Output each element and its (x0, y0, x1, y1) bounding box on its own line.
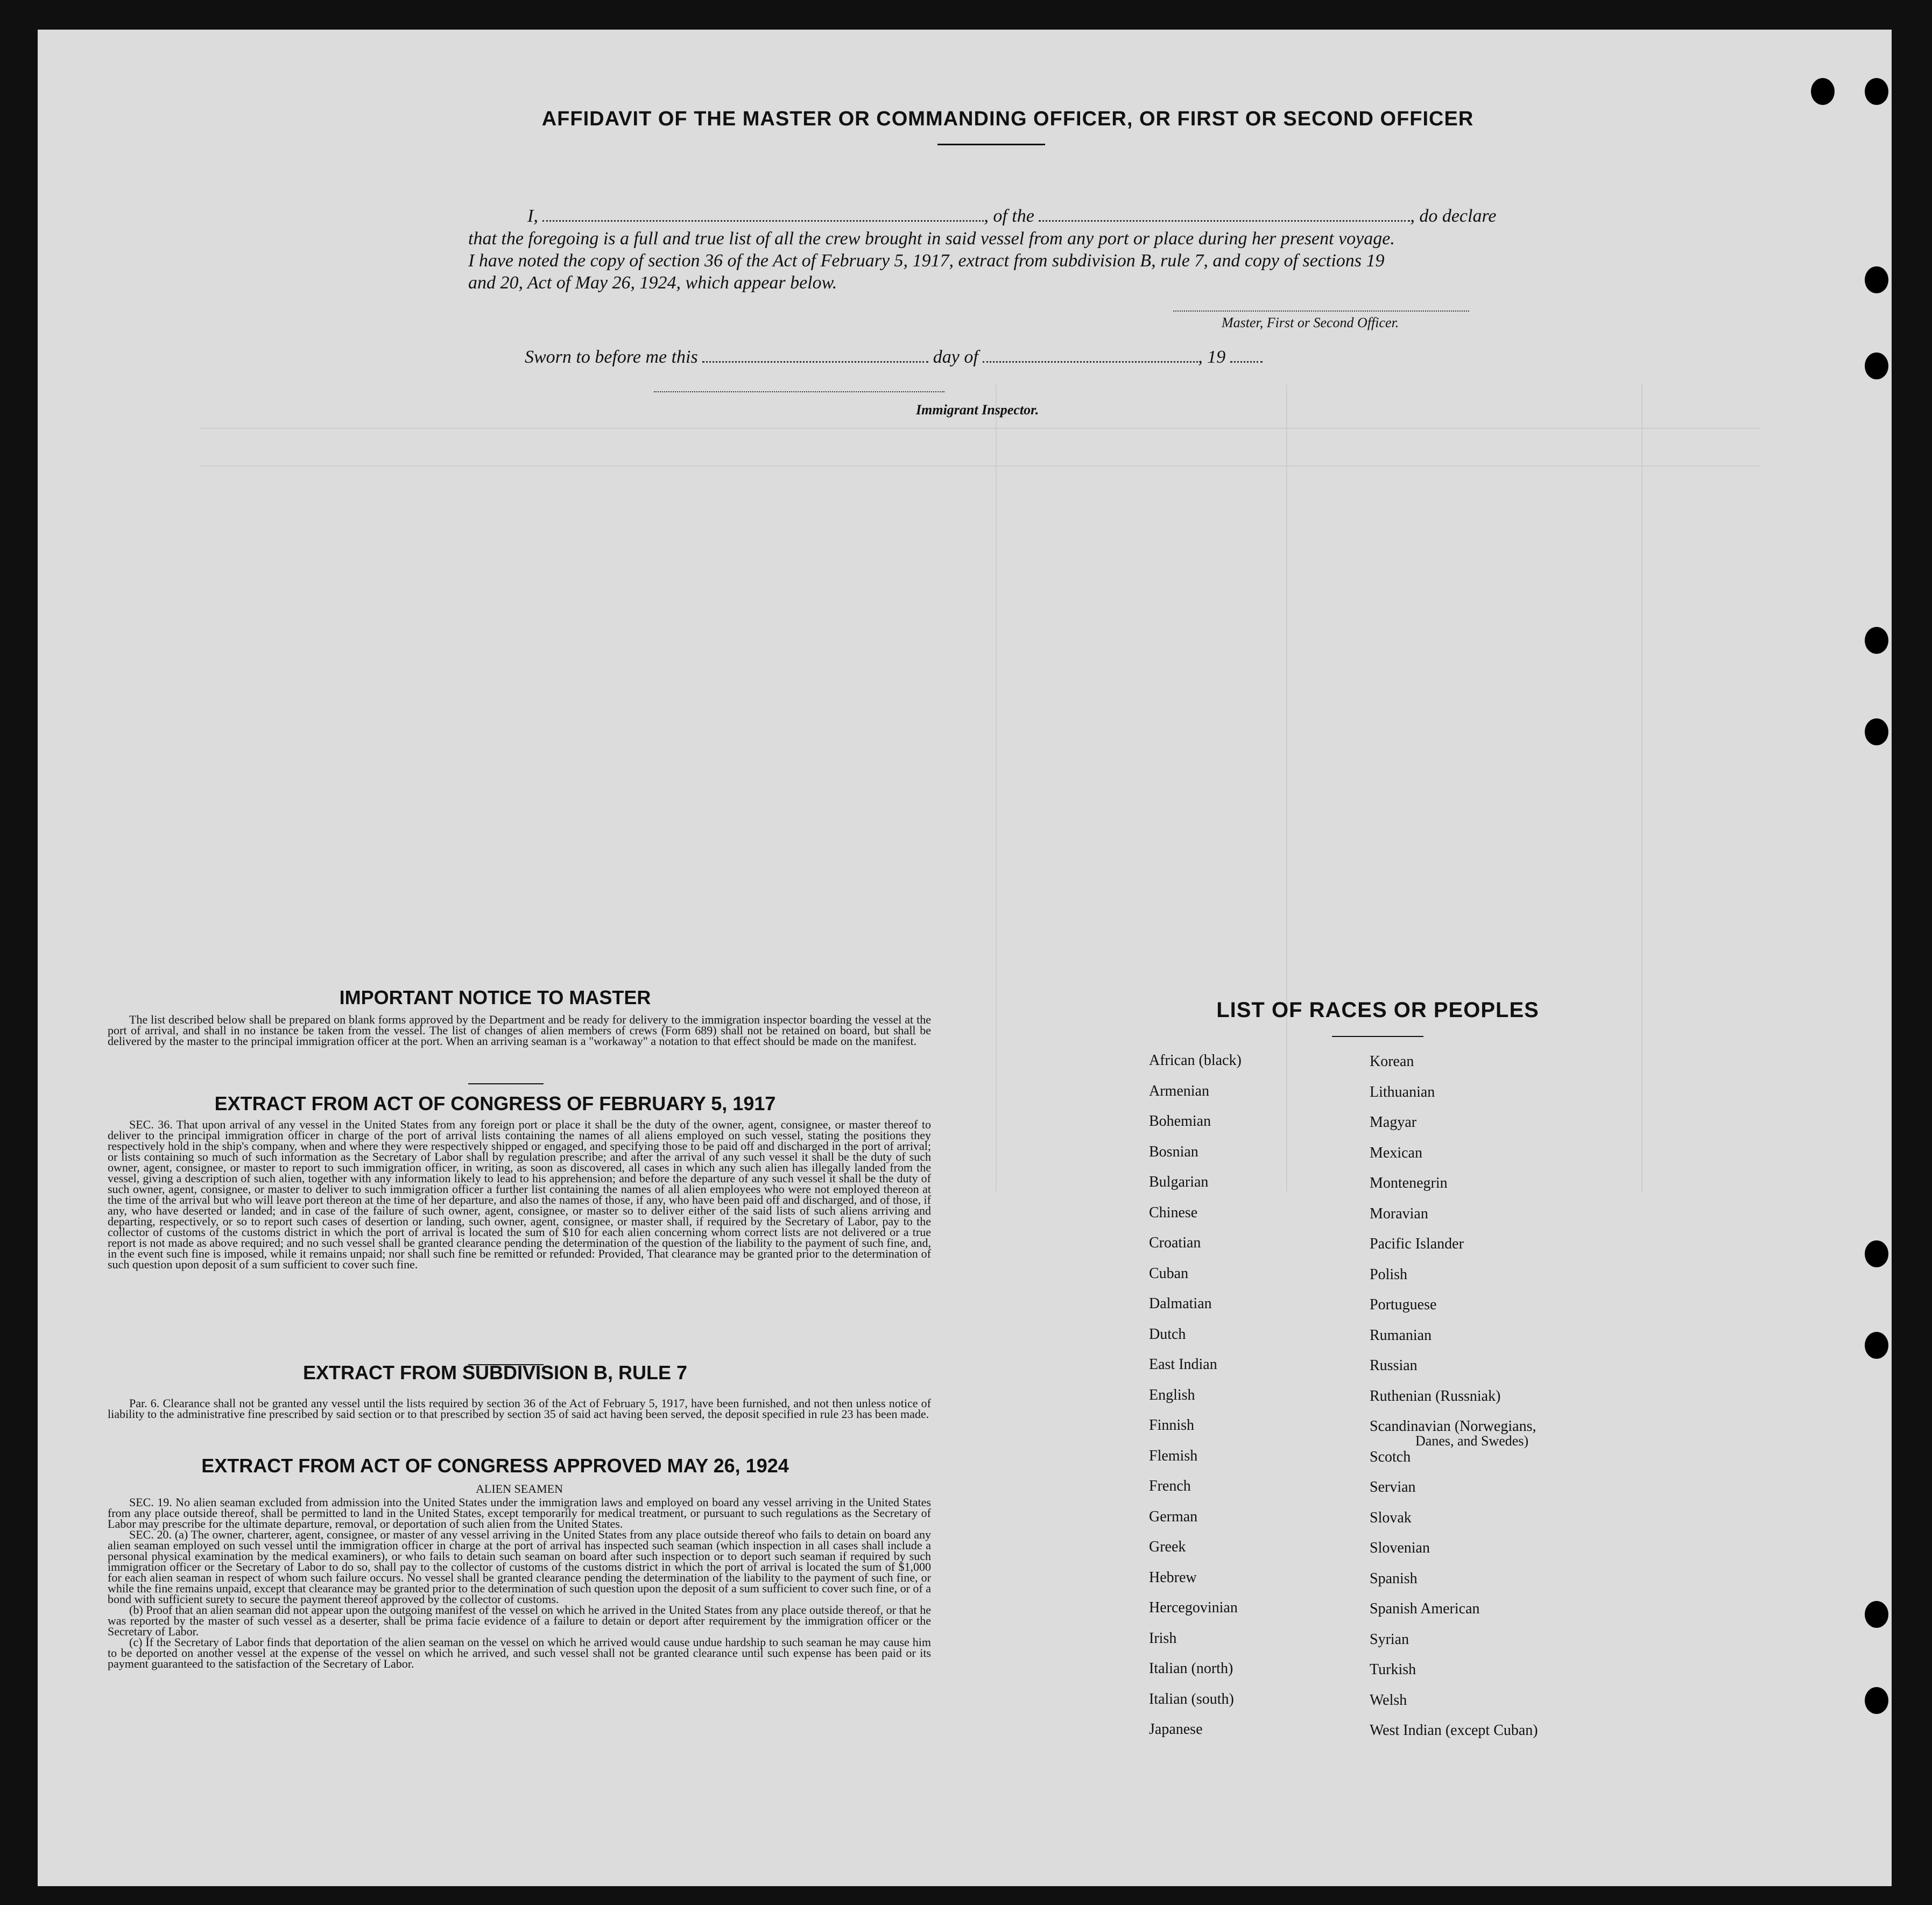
extract-1924-subtitle: ALIEN SEAMEN (476, 1482, 563, 1495)
affidavit-body-line: and 20, Act of May 26, 1924, which appear below. (468, 273, 837, 293)
race-item: Portuguese (1370, 1296, 1437, 1313)
affidavit-body-line: I have noted the copy of section 36 of the Act of February 5, 1917, extract from subdivision B, rule 7, and copy of sections 19 (468, 251, 1385, 271)
race-item: Italian (south) (1149, 1690, 1234, 1708)
race-item: Korean (1370, 1053, 1414, 1070)
race-item: German (1149, 1508, 1198, 1525)
punch-hole-icon (1865, 1332, 1888, 1359)
race-item: Italian (north) (1149, 1660, 1233, 1677)
race-item: Flemish (1149, 1447, 1198, 1464)
race-item: Ruthenian (Russniak) (1370, 1387, 1501, 1405)
sworn-line (525, 347, 1263, 368)
race-item: Dalmatian (1149, 1295, 1212, 1312)
race-item: English (1149, 1386, 1195, 1403)
race-item: Hercegovinian (1149, 1599, 1238, 1616)
sworn-text: Sworn to before me this (525, 347, 698, 367)
race-item: Slovenian (1370, 1540, 1430, 1556)
race-item: Syrian (1370, 1631, 1409, 1648)
race-item-continuation: Danes, and Swedes) (1415, 1433, 1529, 1449)
month-blank (983, 361, 1198, 363)
document-page (38, 30, 1892, 1886)
race-item: East Indian (1149, 1356, 1217, 1373)
race-item: Russian (1370, 1357, 1418, 1374)
race-item: Magyar (1370, 1114, 1417, 1131)
vessel-blank (1039, 220, 1410, 222)
extract-1917-text: SEC. 36. That upon arrival of any vessel in the United States from any foreign port or place it shall be the duty of the owner, agent, consignee, or master thereof to deliver to the principal immigration officer in charge of the port of arrival lists containing the names of all aliens employed on such vessel, stating the positions they respectively hold in the ship's company, when and where they were respectively shipped or engaged, and specifying those to be paid off and discharged in the port of arrival; or lists containing so much of such information as the Secretary of Labor shall by regulation prescribe; and after the arrival of any such vessel it shall be the duty of such owner, agent, consignee, or master to report to such immigration officer, in writing, as soon as discovered, all cases in which any such alien has illegally landed from the vessel, giving a description of such alien, together with any information likely to lead to his apprehension; and before the departure of any such vessel it shall be the duty of such owner, agent, consignee, or master to deliver to such immigration officer a further list containing the names of all alien employees who were not employed thereon at the time of the arrival but who will leave port thereon at the time of her departure, and also the names of those, if any, who have been paid off and discharged, and of those, if any, who have deserted or landed; and in case of the failure of such owner, agent, consignee, or master so to deliver either of the said lists of such aliens arriving and departing, respectively, or so to report such cases of desertion or landing, such owner, agent, consignee, or master shall, if required by the Secretary of Labor, pay to the collector of customs of the customs district in which the port of arrival is located the sum of $10 for each alien concerning whom correct lists are not delivered or a true report is not made as above required; and no such vessel shall be granted clearance pending the determination of the question of the liability to the payment of such fine, and, in the event such fine is imposed, while it remains unpaid; nor shall such fine be remitted or refunded: Provided, That clearance may be granted prior to the determination of such question upon deposit of a sum sufficient to cover such fine. (108, 1118, 931, 1271)
extract-1924-body (108, 1497, 931, 1669)
master-signature-blank (1173, 311, 1469, 312)
section-20b-paragraph: (b) Proof that an alien seaman did not appear upon the outgoing manifest of the vessel on which he arrived in the United States from any place outside thereof, or that he was reported by the master of such vessel as a deserter, shall be prima facie evidence of a failure to detain or deport after requirement by the immigration officer or the Secretary of Labor. (108, 1603, 931, 1638)
race-item: Croatian (1149, 1234, 1201, 1251)
race-item: Hebrew (1149, 1569, 1197, 1586)
intro-of-the: , of the (984, 206, 1034, 226)
race-item: Turkish (1370, 1661, 1416, 1678)
master-caption: Master, First or Second Officer. (1222, 315, 1399, 330)
name-blank (542, 220, 984, 222)
year-blank (1230, 361, 1263, 363)
punch-hole-icon (1865, 1601, 1888, 1628)
race-item: Bosnian (1149, 1143, 1198, 1160)
intro-declare: , do declare (1410, 206, 1497, 226)
section-20c-paragraph: (c) If the Secretary of Labor finds that deportation of the alien seaman on the vessel on which he arrived would cause undue hardship to such seaman he may cause him to be deported on another vessel at the expense of the vessel on which he arrived, and such vessel shall not be granted clearance until such expense has been paid or its payment guaranteed to the satisfaction of the Secretary of Labor. (108, 1635, 931, 1670)
punch-hole-icon (1865, 627, 1888, 654)
race-item: Scotch (1370, 1448, 1411, 1465)
year-text: , 19 (1198, 347, 1226, 367)
title-divider (937, 144, 1045, 145)
inspector-caption: Immigrant Inspector. (916, 402, 1039, 418)
punch-hole-icon (1865, 718, 1888, 745)
race-item: Japanese (1149, 1721, 1203, 1738)
notice-text: The list described below shall be prepared on blank forms approved by the Department and be ready for delivery to the immigration inspector boarding the vessel at the port of arrival, and shall in no instance be taken from the vessel. The list of changes of alien members of crews (Form 689) shall not be retained on board, but shall be delivered by the master to the principal immigration officer at the port. When an arriving seaman is a "workaway" a notation to that effect should be made on the manifest. (108, 1013, 931, 1048)
race-item: French (1149, 1478, 1191, 1494)
punch-hole-icon (1865, 78, 1888, 105)
punch-hole-icon (1811, 78, 1835, 105)
extract-1924-title: EXTRACT FROM ACT OF CONGRESS APPROVED MAY 26, 1924 (201, 1455, 789, 1477)
punch-hole-icon (1865, 352, 1888, 379)
race-item: Slovak (1370, 1509, 1412, 1526)
race-item: Chinese (1149, 1204, 1198, 1221)
races-left-column (1149, 1052, 1242, 1752)
rule7-title: EXTRACT FROM SUBDIVISION B, RULE 7 (302, 1361, 688, 1384)
notice-divider (468, 1083, 544, 1084)
races-right-column (1370, 1053, 1538, 1753)
race-item: Rumanian (1370, 1327, 1432, 1344)
rule7-text: Par. 6. Clearance shall not be granted any vessel until the lists required by section 36 of the Act of February 5, 1917, have been furnished, and not then unless notice of liability to the administrative fine prescribed by said section or to that prescribed by section 35 of said act having been served, the deposit specified in rule 23 has been made. (108, 1396, 931, 1421)
section-20a-paragraph: SEC. 20. (a) The owner, charterer, agent, consignee, or master of any vessel arriving in the United States from any place outside thereof who fails to detain on board any alien seaman employed on such vessel until the immigration officer in charge at the port of arrival has inspected such seaman (which inspection in all cases shall include a personal physical examination by the medical examiners), or who fails to detain such seaman on board after such inspection or to deport such seaman if required by such immigration officer or the Secretary of Labor to do so, shall pay to the collector of customs of the customs district in which the port of arrival is located the sum of $1,000 for each alien seaman in respect of whom such failure occurs. No vessel shall be granted clearance pending the determination of the liability to the payment of such fine, or while the fine remains unpaid, except that clearance may be granted prior to the determination of such question upon the deposit of a sum sufficient to cover such fine, or of a bond with sufficient surety to secure the payment thereof approved by the collector of customs. (108, 1528, 931, 1606)
section-19-paragraph: SEC. 19. No alien seaman excluded from admission into the United States under the immigration laws and employed on board any vessel arriving in the United States from any place outside thereof, shall be permitted to land in the United States, except temporarily for medical treatment, or pursuant to such regulations as the Secretary of Labor may prescribe for the ultimate departure, removal, or deportation of such alien from the United States. (108, 1495, 931, 1530)
race-item: Scandinavian (Norwegians, (1370, 1418, 1536, 1435)
day-blank (702, 361, 928, 363)
race-item: Servian (1370, 1479, 1416, 1495)
day-of-text: day of (933, 347, 978, 367)
affidavit-body (468, 228, 1523, 294)
races-title: LIST OF RACES OR PEOPLES (1216, 998, 1539, 1022)
affidavit-title: AFFIDAVIT OF THE MASTER OR COMMANDING OFFICER, OR FIRST OR SECOND OFFICER (541, 108, 1474, 130)
race-item: Polish (1370, 1266, 1408, 1283)
race-item: Dutch (1149, 1325, 1186, 1343)
punch-hole-icon (1865, 266, 1888, 293)
punch-hole-icon (1865, 1240, 1888, 1267)
race-item: Mexican (1370, 1144, 1422, 1161)
race-item: African (black) (1149, 1052, 1242, 1069)
race-item-multiline (1370, 1418, 1538, 1449)
race-item: Welsh (1370, 1691, 1407, 1709)
race-item: Greek (1149, 1539, 1186, 1555)
race-item: Finnish (1149, 1417, 1195, 1434)
affidavit-intro-line (527, 206, 1497, 227)
races-divider (1332, 1036, 1423, 1037)
race-item: Spanish American (1370, 1600, 1480, 1617)
race-item: Bulgarian (1149, 1174, 1209, 1190)
race-item: Cuban (1149, 1265, 1189, 1282)
intro-i: I, (527, 206, 538, 226)
notice-title: IMPORTANT NOTICE TO MASTER (339, 986, 651, 1008)
race-item: West Indian (except Cuban) (1370, 1722, 1538, 1739)
inspector-signature-blank (654, 391, 944, 392)
race-item: Lithuanian (1370, 1083, 1435, 1100)
race-item: Irish (1149, 1629, 1177, 1647)
race-item: Pacific Islander (1370, 1236, 1464, 1252)
race-item: Armenian (1149, 1082, 1209, 1099)
race-item: Spanish (1370, 1570, 1418, 1587)
race-item: Montenegrin (1370, 1175, 1448, 1191)
punch-hole-icon (1865, 1687, 1888, 1714)
race-item: Bohemian (1149, 1113, 1211, 1130)
affidavit-body-line: that the foregoing is a full and true list of all the crew brought in said vessel from any port or place during her present voyage. (468, 229, 1395, 249)
extract-1917-title: EXTRACT FROM ACT OF CONGRESS OF FEBRUARY 5, 1917 (214, 1092, 776, 1114)
race-item: Moravian (1370, 1205, 1428, 1222)
